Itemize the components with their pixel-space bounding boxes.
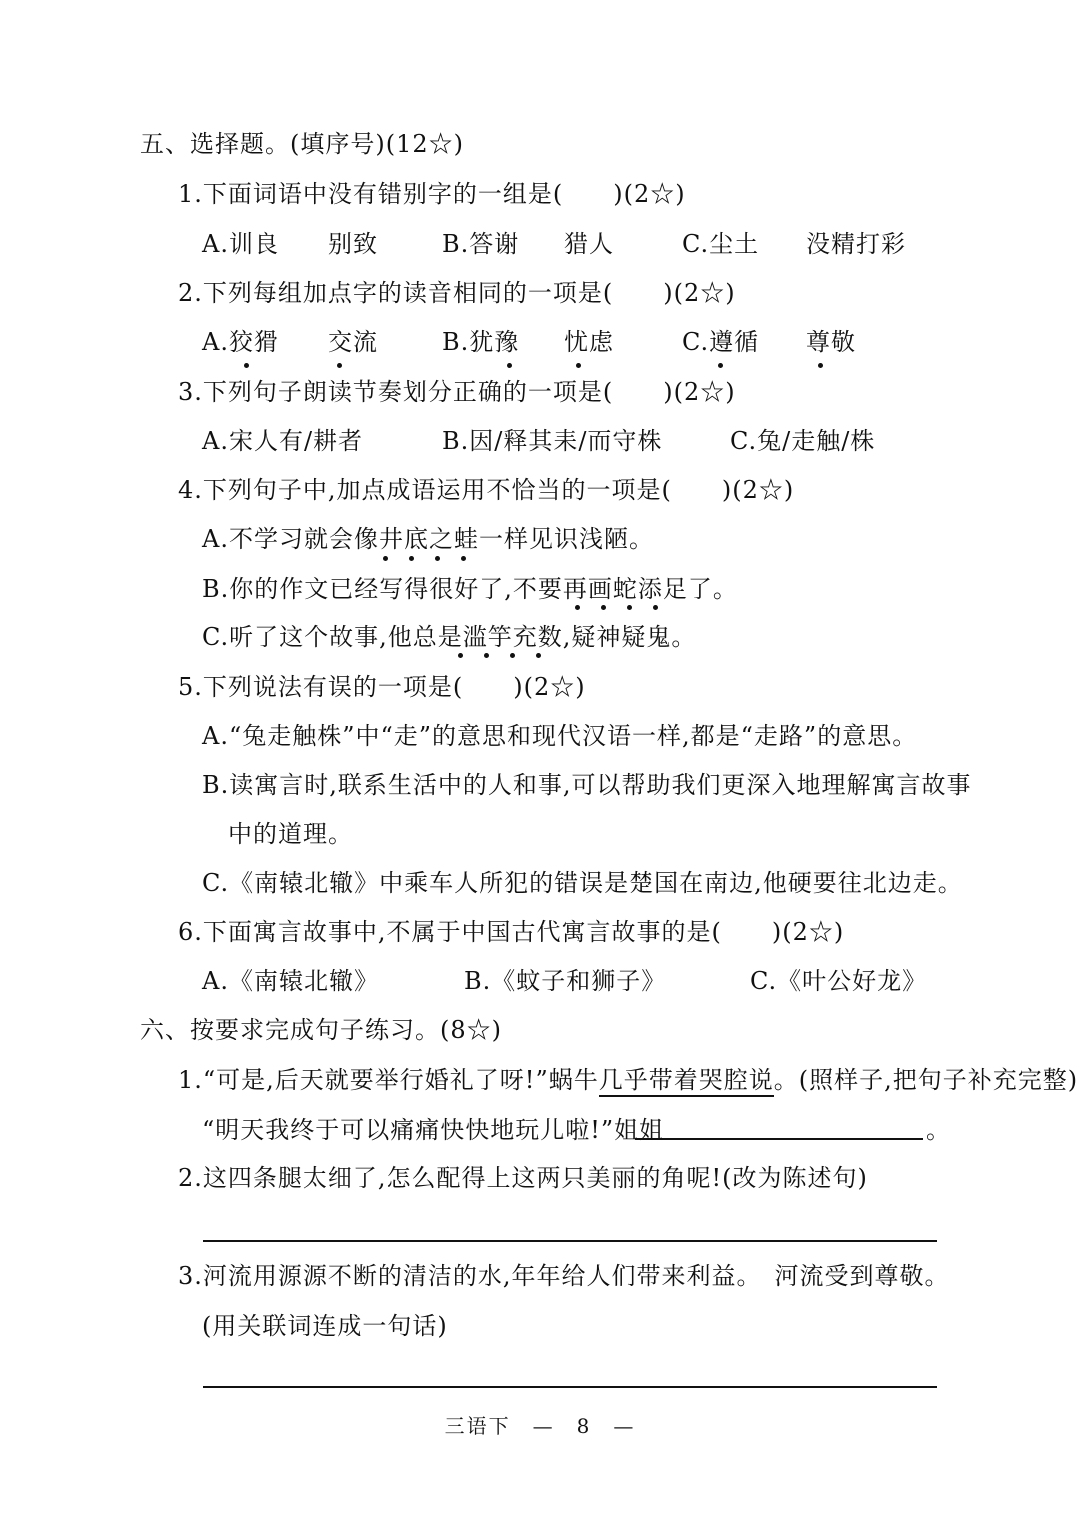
emphasis-dot xyxy=(458,653,463,658)
q5-3-stem: 3.下列句子朗读节奏划分正确的一项是( )(2☆) xyxy=(178,378,736,406)
q5-6-stem: 6.下面寓言故事中,不属于中国古代寓言故事的是( )(2☆) xyxy=(178,918,845,946)
emphasis-dot xyxy=(536,653,541,658)
q5-4-option-a: A.不学习就会像井底之蛙一样见识浅陋。 xyxy=(202,525,654,553)
q6-1-stem-pre: 1.“可是,后天就要举行婚礼了呀!”蜗牛 xyxy=(178,1066,599,1094)
q6-3-stem: 3.河流用源源不断的清洁的水,年年给人们带来利益。 河流受到尊敬。 xyxy=(178,1262,950,1290)
emphasis-dot xyxy=(575,605,580,610)
emphasis-dot xyxy=(409,556,414,561)
section-6-title: 六、按要求完成句子练习。(8☆) xyxy=(140,1016,502,1044)
q5-5-option-b-cont: 中的道理。 xyxy=(228,820,353,848)
emphasis-dot xyxy=(818,363,823,368)
emphasis-dot xyxy=(435,556,440,561)
q5-5-option-a: A.“兔走触株”中“走”的意思和现代汉语一样,都是“走路”的意思。 xyxy=(202,722,918,750)
emphasis-dot xyxy=(383,556,388,561)
page-footer: 三语下 — 8 — xyxy=(444,1414,636,1438)
option-c-2: 没精打彩 xyxy=(806,230,906,258)
q6-1-example-underline: 几乎带着哭腔说 xyxy=(599,1066,774,1097)
option-c-2: 尊敬 xyxy=(806,328,856,356)
emphasis-dot xyxy=(337,363,342,368)
option-a: A.《南辕北辙》 xyxy=(202,967,379,995)
q5-1-stem: 1.下面词语中没有错别字的一组是( )(2☆) xyxy=(178,180,686,208)
q6-1-stem-post: 。(照样子,把句子补充完整) xyxy=(773,1066,1079,1094)
emphasis-dot xyxy=(627,605,632,610)
option-b: B.因/释其耒/而守株 xyxy=(442,427,663,455)
option-c-1: C.尘土 xyxy=(682,230,760,258)
emphasis-dot xyxy=(576,363,581,368)
option-a-2: 交流 xyxy=(328,328,378,356)
emphasis-dot xyxy=(244,363,249,368)
q6-3-note: (用关联词连成一句话) xyxy=(202,1312,448,1340)
option-a-1: A.狡猾 xyxy=(202,328,279,356)
q6-2-answer-line[interactable] xyxy=(203,1240,937,1242)
emphasis-dot xyxy=(507,363,512,368)
option-b-1: B.答谢 xyxy=(442,230,520,258)
option-a-2: 别致 xyxy=(328,230,378,258)
q5-5-stem: 5.下列说法有误的一项是( )(2☆) xyxy=(178,673,586,701)
q5-5-option-b: B.读寓言时,联系生活中的人和事,可以帮助我们更深入地理解寓言故事 xyxy=(202,771,972,799)
q6-3-answer-line[interactable] xyxy=(203,1386,937,1388)
option-b-2: 猎人 xyxy=(564,230,614,258)
q5-4-option-b: B.你的作文已经写得很好了,不要再画蛇添足了。 xyxy=(202,575,738,603)
option-c: C.《叶公好龙》 xyxy=(750,967,928,995)
q6-1-prompt: “明天我终于可以痛痛快快地玩儿啦!”姐姐 xyxy=(202,1116,665,1144)
emphasis-dot xyxy=(484,653,489,658)
q6-1-period: 。 xyxy=(926,1116,951,1144)
emphasis-dot xyxy=(461,556,466,561)
option-b-2: 忧虑 xyxy=(564,328,614,356)
q5-4-stem: 4.下列句子中,加点成语运用不恰当的一项是( )(2☆) xyxy=(178,476,795,504)
option-c: C.兔/走触/株 xyxy=(730,427,876,455)
option-c-1: C.遵循 xyxy=(682,328,760,356)
q6-1-stem xyxy=(178,1064,1078,1096)
q6-1-answer-blank[interactable] xyxy=(635,1138,923,1140)
option-b: B.《蚊子和狮子》 xyxy=(464,967,667,995)
emphasis-dot xyxy=(601,605,606,610)
emphasis-dot xyxy=(718,363,723,368)
q5-5-option-c: C.《南辕北辙》中乘车人所犯的错误是楚国在南边,他硬要往北边走。 xyxy=(202,869,963,897)
option-a-1: A.训良 xyxy=(202,230,279,258)
option-b-1: B.犹豫 xyxy=(442,328,520,356)
q5-2-stem: 2.下列每组加点字的读音相同的一项是( )(2☆) xyxy=(178,279,736,307)
q5-4-option-c: C.听了这个故事,他总是滥竽充数,疑神疑鬼。 xyxy=(202,623,697,651)
emphasis-dot xyxy=(510,653,515,658)
option-a: A.宋人有/耕者 xyxy=(202,427,364,455)
emphasis-dot xyxy=(653,605,658,610)
section-5-title: 五、选择题。(填序号)(12☆) xyxy=(140,130,464,158)
q6-2-stem: 2.这四条腿太细了,怎么配得上这两只美丽的角呢!(改为陈述句) xyxy=(178,1164,868,1192)
